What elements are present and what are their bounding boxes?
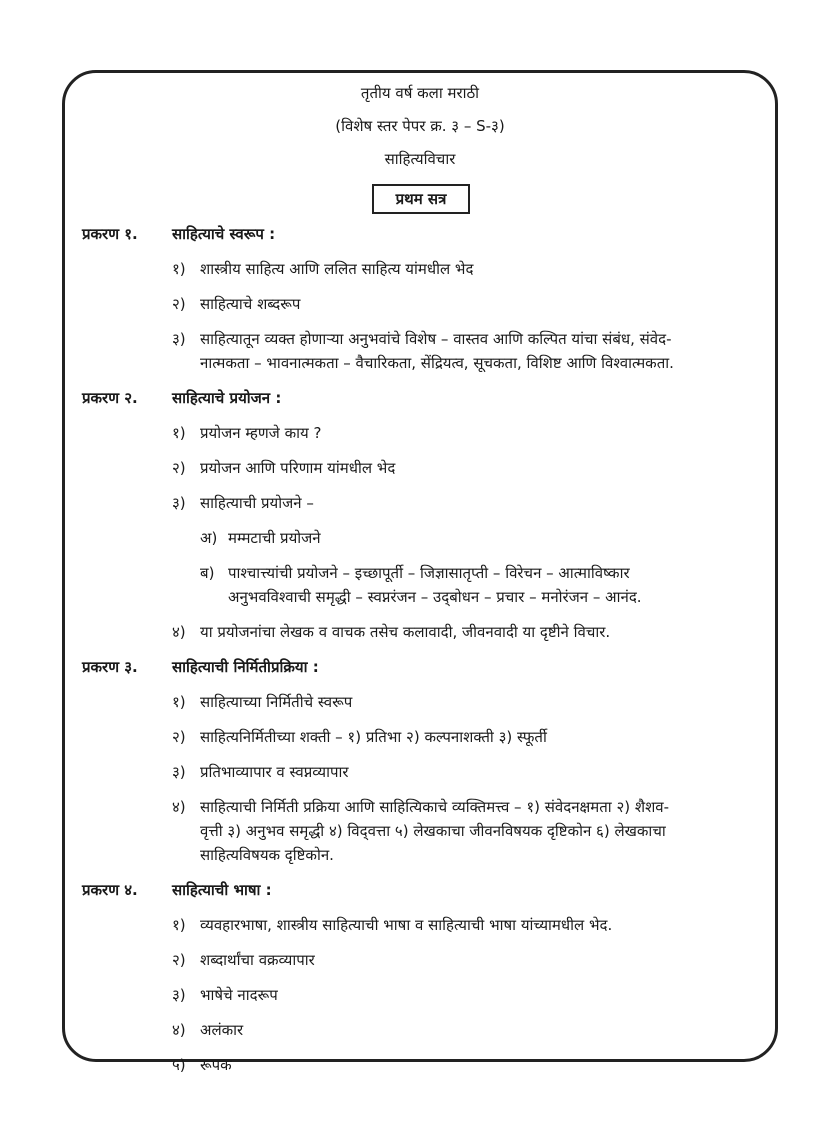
item-number: २): [172, 951, 186, 969]
list-item: [82, 620, 776, 644]
item-number: २): [172, 295, 186, 313]
chapter-heading: [82, 386, 776, 410]
item-text: अनुभवविश्वाची समृद्धी – स्वप्नरंजन – उद्‌बोधन – प्रचार – मनोरंजन – आनंद.: [228, 588, 642, 606]
item-text: साहित्याची निर्मिती प्रक्रिया आणि साहित्यिकाचे व्यक्तिमत्त्व – १) संवेदनक्षमता २) शैशव-: [200, 798, 670, 816]
subject-title: साहित्यविचार: [384, 150, 456, 168]
chapter-title: साहित्याची निर्मितीप्रक्रिया :: [172, 658, 319, 676]
item-text: या प्रयोजनांचा लेखक व वाचक तसेच कलावादी, जीवनवादी या दृष्टीने विचार.: [200, 623, 611, 641]
list-item: [82, 1018, 776, 1042]
chapter-section: [82, 655, 776, 867]
item-text: वृत्ती ३) अनुभव समृद्धी ४) विद्‌वत्ता ५) लेखकाचा जीवनविषयक दृष्टिकोन ६) लेखकाचा: [200, 822, 666, 840]
item-number: १): [172, 260, 186, 278]
item-text: व्यवहारभाषा, शास्त्रीय साहित्याची भाषा व साहित्याची भाषा यांच्यामधील भेद.: [200, 916, 613, 934]
list-item: [82, 421, 776, 445]
item-text: प्रयोजन आणि परिणाम यांमधील भेद: [200, 459, 396, 477]
item-text: साहित्यनिर्मितीच्या शक्ती – १) प्रतिभा २) कल्पनाशक्ती ३) स्फूर्ती: [200, 728, 547, 746]
chapter-title: साहित्याचे प्रयोजन :: [172, 389, 282, 407]
item-number: १): [172, 916, 186, 934]
list-item: [82, 795, 776, 819]
term-label-box: प्रथम सत्र: [372, 184, 470, 214]
list-item: [82, 351, 776, 375]
sub-list-item: [82, 561, 776, 585]
chapter-heading: [82, 655, 776, 679]
chapter-section: [82, 878, 776, 1077]
list-item: [82, 257, 776, 281]
item-number: ३): [172, 494, 186, 512]
list-item: [82, 1053, 776, 1077]
item-text: साहित्याच्या निर्मितीचे स्वरूप: [200, 693, 353, 711]
list-item: [82, 819, 776, 843]
list-item: [82, 760, 776, 784]
item-text: प्रयोजन म्हणजे काय ?: [200, 424, 322, 442]
item-number: ३): [172, 330, 186, 348]
chapter-label: प्रकरण २.: [82, 389, 138, 407]
item-number: अ): [200, 529, 218, 547]
item-text: रूपक: [200, 1056, 232, 1074]
item-text: साहित्यविषयक दृष्टिकोन.: [200, 846, 334, 864]
sub-list-item: [82, 585, 776, 609]
syllabus-content: [82, 211, 776, 1077]
item-text: अलंकार: [200, 1021, 244, 1039]
chapter-label: प्रकरण ४.: [82, 881, 138, 899]
list-item: [82, 327, 776, 351]
item-number: १): [172, 424, 186, 442]
list-item: [82, 491, 776, 515]
item-text: प्रतिभाव्यापार व स्वप्नव्यापार: [200, 763, 349, 781]
list-item: [82, 292, 776, 316]
item-text: साहित्याची प्रयोजने –: [200, 494, 314, 512]
list-item: [82, 725, 776, 749]
item-number: ४): [172, 623, 186, 641]
list-item: [82, 456, 776, 480]
list-item: [82, 843, 776, 867]
list-item: [82, 913, 776, 937]
chapter-title: साहित्याचे स्वरूप :: [172, 225, 276, 243]
item-number: ३): [172, 763, 186, 781]
item-number: ४): [172, 798, 186, 816]
item-text: शब्दार्थांचा वक्रव्यापार: [200, 951, 315, 969]
list-item: [82, 948, 776, 972]
chapter-label: प्रकरण ३.: [82, 658, 138, 676]
course-title: तृतीय वर्ष कला मराठी: [360, 84, 480, 102]
chapter-heading: [82, 222, 776, 246]
chapter-section: [82, 222, 776, 375]
item-number: १): [172, 693, 186, 711]
item-text: साहित्यातून व्यक्त होणाऱ्या अनुभवांचे विशेष – वास्तव आणि कल्पित यांचा संबंध, संवेद-: [200, 330, 672, 348]
item-text: शास्त्रीय साहित्य आणि ललित साहित्य यांमधील भेद: [200, 260, 474, 278]
sub-list-item: [82, 526, 776, 550]
item-number: ४): [172, 1021, 186, 1039]
chapter-section: [82, 386, 776, 644]
item-number: २): [172, 728, 186, 746]
chapter-heading: [82, 878, 776, 902]
item-number: ३): [172, 986, 186, 1004]
chapter-title: साहित्याची भाषा :: [172, 881, 272, 899]
item-number: ५): [172, 1056, 186, 1074]
list-item: [82, 690, 776, 714]
item-text: मम्मटाची प्रयोजने: [228, 529, 321, 547]
item-text: भाषेचे नादरूप: [200, 986, 278, 1004]
chapter-label: प्रकरण १.: [82, 225, 138, 243]
item-number: ब): [200, 564, 215, 582]
item-text: नात्मकता – भावनात्मकता – वैचारिकता, सेंद्रियत्व, सूचकता, विशिष्ट आणि विश्वात्मकता.: [200, 354, 674, 372]
item-number: २): [172, 459, 186, 477]
list-item: [82, 983, 776, 1007]
paper-number: (विशेष स्तर पेपर क्र. ३ – S-३): [335, 117, 505, 135]
item-text: साहित्याचे शब्दरूप: [200, 295, 301, 313]
item-text: पाश्चात्त्यांची प्रयोजने – इच्छापूर्ती – जिज्ञासातृप्ती – विरेचन – आत्माविष्कार: [228, 564, 630, 582]
